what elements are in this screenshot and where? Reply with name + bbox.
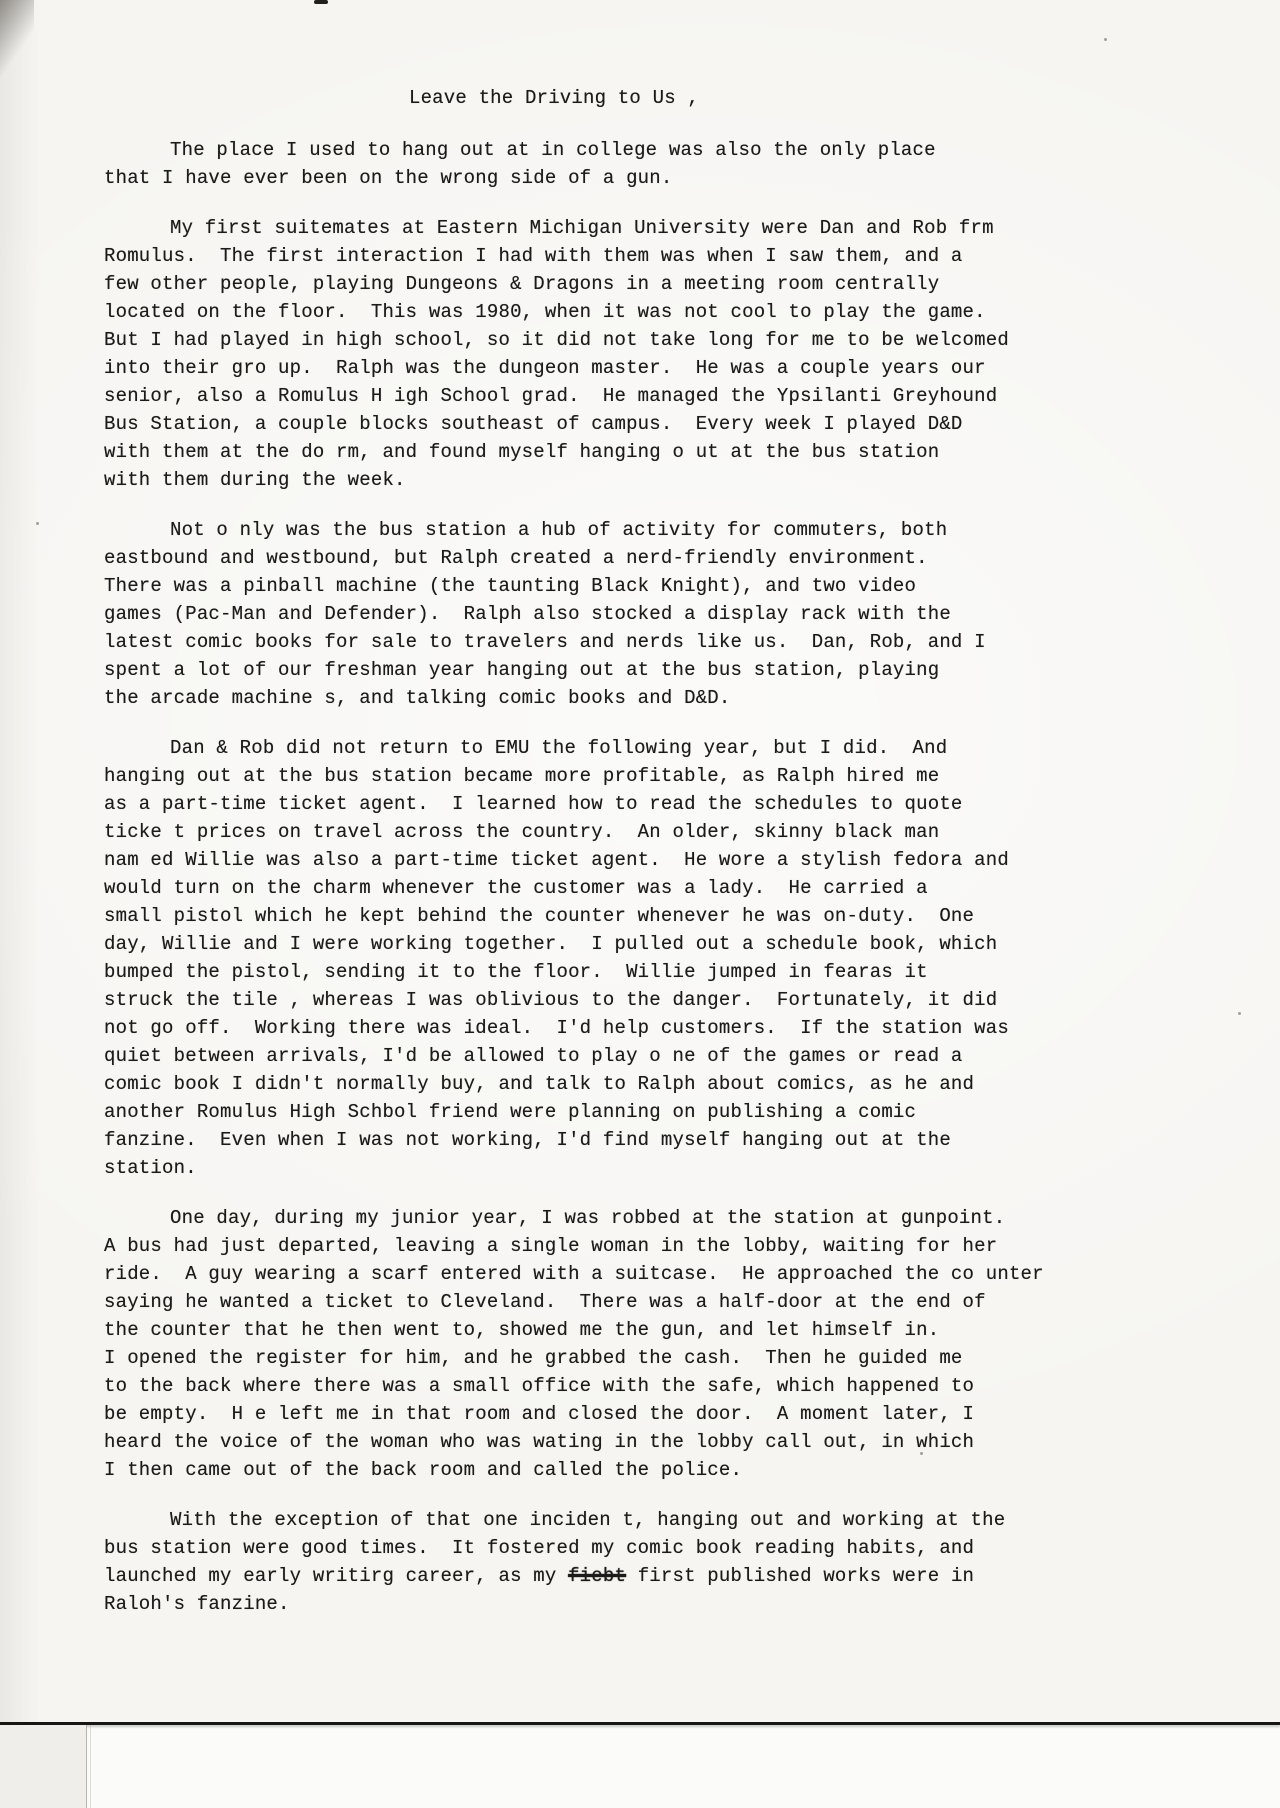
text-segment: launched my early writirg career, as my bbox=[104, 1565, 569, 1587]
text-line bbox=[104, 1042, 1084, 1070]
text-line bbox=[104, 734, 1084, 762]
text-line bbox=[104, 164, 1084, 192]
text-segment: Raloh's fanzine. bbox=[104, 1593, 290, 1615]
text-segment: to the back where there was a small office with the safe, which happened to bbox=[104, 1375, 975, 1397]
text-line bbox=[104, 214, 1084, 242]
text-line bbox=[104, 1344, 1084, 1372]
scan-speck bbox=[36, 522, 39, 525]
text-line bbox=[104, 1534, 1084, 1562]
text-line bbox=[104, 656, 1084, 684]
text-line bbox=[104, 818, 1084, 846]
text-line bbox=[104, 958, 1084, 986]
text-segment: latest comic books for sale to travelers and nerds like us. Dan, Rob, and I bbox=[104, 631, 986, 653]
scan-seam-line bbox=[0, 1722, 1280, 1725]
text-segment: the arcade machine s, and talking comic books and D&D. bbox=[104, 687, 731, 709]
text-segment: day, Willie and I were working together. I pulled out a schedule book, which bbox=[104, 933, 998, 955]
text-line bbox=[104, 902, 1084, 930]
paragraph bbox=[104, 516, 1084, 712]
text-line bbox=[104, 986, 1084, 1014]
essay bbox=[104, 84, 1084, 1618]
text-line bbox=[104, 1506, 1084, 1534]
text-line bbox=[104, 466, 1084, 494]
text-segment: ticke t prices on travel across the country. An older, skinny black man bbox=[104, 821, 940, 843]
text-line bbox=[104, 1098, 1084, 1126]
text-segment: would turn on the charm whenever the customer was a lady. He carried a bbox=[104, 877, 928, 899]
text-line bbox=[104, 572, 1084, 600]
struck-word: fiebt bbox=[568, 1565, 627, 1587]
paragraph bbox=[104, 734, 1084, 1182]
text-segment: senior, also a Romulus H igh School grad. He managed the Ypsilanti Greyhound bbox=[104, 385, 998, 407]
text-line bbox=[104, 1014, 1084, 1042]
text-line bbox=[104, 684, 1084, 712]
text-line bbox=[104, 1562, 1084, 1590]
text-segment: comic book I didn't normally buy, and talk to Ralph about comics, as he and bbox=[104, 1073, 975, 1095]
text-line bbox=[104, 136, 1084, 164]
text-line bbox=[104, 1154, 1084, 1182]
text-segment: another Romulus High Schbol friend were planning on publishing a comic bbox=[104, 1101, 917, 1123]
scan-corner-smudge bbox=[0, 0, 34, 84]
paragraph bbox=[104, 136, 1084, 192]
text-segment: Dan & Rob did not return to EMU the following year, but I did. And bbox=[170, 737, 948, 759]
text-line bbox=[104, 1070, 1084, 1098]
essay-title: Leave the Driving to Us , bbox=[408, 87, 700, 109]
text-segment: with them during the week. bbox=[104, 469, 406, 491]
scan-seam-band bbox=[0, 1722, 1280, 1808]
text-segment: eastbound and westbound, but Ralph created a nerd-friendly environment. bbox=[104, 547, 928, 569]
scan-edge-mark bbox=[314, 0, 328, 4]
text-segment: games (Pac-Man and Defender). Ralph also stocked a display rack with the bbox=[104, 603, 951, 625]
text-segment: the counter that he then went to, showed me the gun, and let himself in. bbox=[104, 1319, 940, 1341]
scan-seam-left-strip bbox=[0, 1725, 86, 1808]
text-line bbox=[104, 1316, 1084, 1344]
text-segment: hanging out at the bus station became more profitable, as Ralph hired me bbox=[104, 765, 940, 787]
text-line bbox=[104, 762, 1084, 790]
text-segment: spent a lot of our freshman year hanging out at the bus station, playing bbox=[104, 659, 940, 681]
text-line bbox=[104, 1372, 1084, 1400]
text-segment: struck the tile , whereas I was oblivious to the danger. Fortunately, it did bbox=[104, 989, 998, 1011]
text-line bbox=[104, 1260, 1084, 1288]
text-line bbox=[104, 846, 1084, 874]
text-segment: be empty. H e left me in that room and closed the door. A moment later, I bbox=[104, 1403, 975, 1425]
text-segment: With the exception of that one inciden t, hanging out and working at the bbox=[170, 1509, 1006, 1531]
text-line bbox=[104, 1400, 1084, 1428]
text-segment: Bus Station, a couple blocks southeast of campus. Every week I played D&D bbox=[104, 413, 963, 435]
text-line bbox=[104, 242, 1084, 270]
text-segment: A bus had just departed, leaving a single woman in the lobby, waiting for her bbox=[104, 1235, 998, 1257]
text-line bbox=[104, 790, 1084, 818]
text-segment: I opened the register for him, and he grabbed the cash. Then he guided me bbox=[104, 1347, 963, 1369]
essay-body bbox=[104, 136, 1084, 1618]
text-segment: bumped the pistol, sending it to the floor. Willie jumped in fearas it bbox=[104, 961, 928, 983]
text-line bbox=[104, 438, 1084, 466]
text-segment: not go off. Working there was ideal. I'd help customers. If the station was bbox=[104, 1017, 1009, 1039]
text-segment: that I have ever been on the wrong side of a gun. bbox=[104, 167, 673, 189]
text-segment: nam ed Willie was also a part-time ticket agent. He wore a stylish fedora and bbox=[104, 849, 1009, 871]
text-segment: One day, during my junior year, I was robbed at the station at gunpoint. bbox=[170, 1207, 1006, 1229]
text-line bbox=[104, 930, 1084, 958]
text-segment: located on the floor. This was 1980, when it was not cool to play the game. bbox=[104, 301, 986, 323]
text-line bbox=[104, 1232, 1084, 1260]
text-line bbox=[104, 628, 1084, 656]
text-line bbox=[104, 410, 1084, 438]
text-segment: quiet between arrivals, I'd be allowed to play o ne of the games or read a bbox=[104, 1045, 963, 1067]
text-segment: I then came out of the back room and called the police. bbox=[104, 1459, 743, 1481]
text-segment: fanzine. Even when I was not working, I'd find myself hanging out at the bbox=[104, 1129, 951, 1151]
text-segment: bus station were good times. It fostered my comic book reading habits, and bbox=[104, 1537, 975, 1559]
text-line bbox=[104, 1204, 1084, 1232]
text-segment: Not o nly was the bus station a hub of activity for commuters, both bbox=[170, 519, 948, 541]
text-segment: heard the voice of the woman who was wating in the lobby call out, in which bbox=[104, 1431, 975, 1453]
scan-seam-vertical-line bbox=[86, 1725, 87, 1808]
text-segment: into their gro up. Ralph was the dungeon master. He was a couple years our bbox=[104, 357, 986, 379]
text-segment: ride. A guy wearing a scarf entered with a suitcase. He approached the co unter bbox=[104, 1263, 1044, 1285]
text-segment: My first suitemates at Eastern Michigan University were Dan and Rob frm bbox=[170, 217, 994, 239]
text-line bbox=[104, 516, 1084, 544]
scan-speck bbox=[1238, 1012, 1241, 1015]
text-line bbox=[104, 874, 1084, 902]
text-line bbox=[104, 326, 1084, 354]
text-line bbox=[104, 270, 1084, 298]
paragraph bbox=[104, 1506, 1084, 1618]
text-line bbox=[104, 1428, 1084, 1456]
text-line bbox=[104, 354, 1084, 382]
text-segment: with them at the do rm, and found myself hanging o ut at the bus station bbox=[104, 441, 940, 463]
text-line bbox=[104, 1590, 1084, 1618]
text-line bbox=[104, 1126, 1084, 1154]
paragraph bbox=[104, 1204, 1084, 1484]
text-segment: The place I used to hang out at in college was also the only place bbox=[170, 139, 936, 161]
text-segment: Romulus. The first interaction I had with them was when I saw them, and a bbox=[104, 245, 963, 267]
text-line bbox=[104, 1456, 1084, 1484]
text-segment: as a part-time ticket agent. I learned how to read the schedules to quote bbox=[104, 793, 963, 815]
text-segment: few other people, playing Dungeons & Dragons in a meeting room centrally bbox=[104, 273, 940, 295]
text-line bbox=[104, 382, 1084, 410]
text-line bbox=[104, 1288, 1084, 1316]
text-line bbox=[104, 544, 1084, 572]
text-segment: first published works were in bbox=[626, 1565, 975, 1587]
text-segment: But I had played in high school, so it did not take long for me to be welcomed bbox=[104, 329, 1009, 351]
text-segment: small pistol which he kept behind the counter whenever he was on-duty. One bbox=[104, 905, 975, 927]
text-segment: station. bbox=[104, 1157, 197, 1179]
scan-speck bbox=[1104, 38, 1107, 41]
text-line bbox=[104, 298, 1084, 326]
paragraph bbox=[104, 214, 1084, 494]
text-segment: saying he wanted a ticket to Cleveland. There was a half-door at the end of bbox=[104, 1291, 986, 1313]
text-segment: There was a pinball machine (the taunting Black Knight), and two video bbox=[104, 575, 917, 597]
text-line bbox=[104, 600, 1084, 628]
